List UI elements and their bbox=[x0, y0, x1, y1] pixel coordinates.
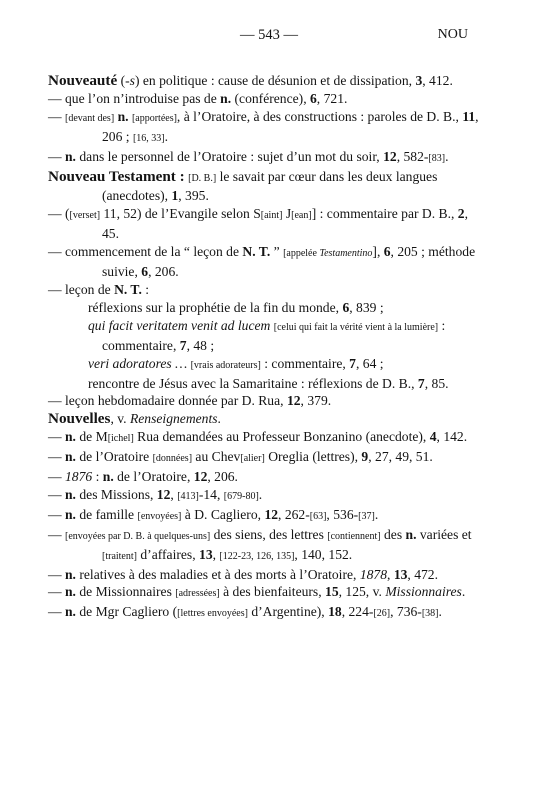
entry-text: rencontre de Jésus avec la Samaritaine : réflexions de D. B., bbox=[88, 375, 418, 391]
volume-number: 6 bbox=[383, 244, 391, 260]
entry-text: , 839 ; bbox=[349, 299, 384, 315]
editorial-insert: [traitent] bbox=[102, 550, 137, 562]
latin-quote: qui facit veritatem venit ad lucem bbox=[88, 317, 271, 333]
entry-text: . bbox=[217, 411, 221, 427]
index-content bbox=[48, 72, 480, 623]
editorial-insert: [122-23, 126, 135] bbox=[219, 550, 295, 562]
entry-text: , 262- bbox=[278, 506, 310, 522]
entry-text: — bbox=[48, 584, 65, 600]
entry-text: variées et bbox=[416, 526, 472, 542]
entry-text: . bbox=[461, 584, 466, 600]
entry-text: — leçon hebdomadaire donnée par D. Rua, bbox=[48, 393, 287, 409]
index-subentry bbox=[48, 205, 480, 243]
entry-text: , 582- bbox=[396, 148, 429, 164]
abbrev: n. bbox=[220, 90, 232, 106]
entry-text: — bbox=[48, 506, 65, 522]
volume-number: 12 bbox=[383, 148, 397, 164]
entry-text: , 45. bbox=[102, 206, 468, 242]
index-subsubentry bbox=[48, 317, 480, 355]
editorial-insert: [contiennent] bbox=[327, 530, 381, 542]
entry-text: 11, 52) de l’Evangile selon S bbox=[100, 206, 261, 222]
editorial-insert: [verset] bbox=[69, 210, 101, 222]
abbrev: n. bbox=[65, 429, 76, 445]
entry-text: , 142. bbox=[436, 429, 468, 445]
entry-text: — ( bbox=[48, 206, 70, 222]
editorial-insert: [ean] bbox=[291, 210, 312, 222]
index-entry-nouveau-testament bbox=[48, 168, 480, 206]
volume-number: 6 bbox=[310, 90, 317, 106]
entry-text: ) en politique : cause de désunion et de dissipation, bbox=[134, 73, 416, 88]
index-subentry bbox=[48, 506, 480, 526]
editorial-insert: [données] bbox=[152, 453, 193, 465]
entry-text: (conférence), bbox=[231, 90, 310, 106]
entry-text: : bbox=[92, 469, 103, 485]
abbrev: n. bbox=[65, 449, 76, 465]
index-subentry bbox=[48, 603, 480, 623]
volume-number: 12 bbox=[264, 506, 279, 522]
headword: Nouvelles bbox=[48, 410, 111, 428]
entry-text: : commentaire, bbox=[260, 355, 350, 371]
entry-text: à D. Cagliero, bbox=[181, 506, 265, 522]
editorial-insert: [adressées] bbox=[175, 588, 220, 600]
editorial-insert: [celui qui fait la vérité vient à la lumière] bbox=[273, 321, 439, 333]
entry-text: , 140, 152. bbox=[294, 546, 353, 562]
entry-text: , 205 ; méthode suivie, bbox=[102, 244, 476, 280]
abbrev: n. bbox=[117, 108, 129, 124]
entry-text: , 206. bbox=[148, 264, 179, 280]
volume-number: 12 bbox=[156, 486, 171, 502]
entry-text: — bbox=[48, 566, 65, 582]
volume-number: 9 bbox=[361, 449, 369, 465]
entry-text: , v. bbox=[110, 411, 130, 427]
index-subentry bbox=[48, 468, 480, 486]
entry-text: de l’Oratoire, bbox=[113, 469, 194, 485]
entry-text: — bbox=[48, 486, 65, 502]
abbrev: N. T. bbox=[242, 244, 271, 260]
volume-number: 2 bbox=[457, 206, 465, 222]
entry-text: — commencement de la “ leçon de bbox=[48, 244, 243, 260]
abbrev: n. bbox=[405, 526, 417, 542]
entry-text: . bbox=[164, 128, 169, 144]
entry-text: de famille bbox=[75, 506, 138, 522]
entry-text: , 472. bbox=[407, 566, 438, 582]
editorial-insert-italic: Testamentino bbox=[319, 248, 373, 260]
entry-text: — leçon de bbox=[48, 281, 115, 297]
index-subsubentry bbox=[48, 299, 480, 317]
entry-text: , 224- bbox=[341, 604, 374, 620]
entry-text: : commentaire, bbox=[102, 317, 446, 353]
abbrev: n. bbox=[65, 604, 76, 620]
entry-text: Oreglia (lettres), bbox=[264, 449, 362, 465]
year: 1878 bbox=[359, 566, 388, 582]
entry-text: — que l’on n’introduise pas de bbox=[48, 90, 221, 106]
volume-number: 1 bbox=[171, 188, 179, 204]
running-head: NOU bbox=[437, 27, 468, 42]
entry-text: — bbox=[48, 148, 65, 164]
entry-text: , bbox=[170, 486, 178, 502]
entry-text: , 536- bbox=[326, 506, 359, 522]
editorial-insert: [83] bbox=[428, 152, 446, 164]
editorial-insert: [413] bbox=[177, 490, 199, 502]
latin-quote: veri adoratores … bbox=[88, 355, 188, 371]
entry-text: à des bienfaiteurs, bbox=[219, 584, 326, 600]
entry-text: — bbox=[48, 526, 65, 542]
page-header bbox=[0, 27, 538, 47]
entry-text: , 206. bbox=[207, 469, 238, 485]
volume-number: 3 bbox=[415, 73, 423, 88]
year: 1876 bbox=[65, 469, 93, 485]
editorial-insert: [D. B.] bbox=[188, 172, 217, 184]
page-number: — 543 — bbox=[240, 27, 298, 43]
editorial-insert: [devant des] bbox=[65, 112, 115, 124]
volume-number: 7 bbox=[349, 355, 356, 371]
entry-text: de M bbox=[75, 429, 108, 445]
volume-number: 15 bbox=[325, 584, 339, 600]
volume-number: 6 bbox=[141, 264, 149, 280]
volume-number: 13 bbox=[393, 566, 408, 582]
entry-text: ” bbox=[270, 244, 284, 260]
entry-text: . bbox=[438, 604, 442, 620]
entry-text: de Missionnaires bbox=[75, 584, 176, 600]
abbrev: n. bbox=[65, 506, 76, 522]
index-subsubentry bbox=[48, 375, 480, 393]
editorial-insert: [ichel] bbox=[107, 433, 134, 445]
index-subentry bbox=[48, 392, 480, 410]
entry-text: — bbox=[48, 108, 65, 124]
editorial-insert: [37] bbox=[358, 510, 375, 522]
entry-text: , 395. bbox=[178, 188, 209, 204]
entry-text: , 736- bbox=[390, 604, 422, 620]
editorial-insert: [lettres envoyées] bbox=[177, 608, 248, 620]
index-entry-nouvelles bbox=[48, 410, 480, 428]
volume-number: 6 bbox=[342, 299, 350, 315]
index-subsubentry bbox=[48, 355, 480, 375]
headword: Nouveau Testament : bbox=[48, 167, 185, 185]
editorial-insert: [aint] bbox=[260, 210, 283, 222]
entry-text: Rua demandées au Professeur Bonzanino (anecdote), bbox=[133, 429, 430, 445]
entry-text: . bbox=[258, 486, 263, 502]
abbrev: n. bbox=[102, 469, 114, 485]
abbrev: n. bbox=[65, 566, 76, 582]
abbrev: n. bbox=[65, 148, 76, 164]
entry-text: , 48 ; bbox=[186, 337, 215, 353]
editorial-insert: [alier] bbox=[240, 453, 265, 465]
volume-number: 7 bbox=[417, 375, 425, 391]
volume-number: 18 bbox=[328, 604, 342, 620]
entry-text: d’affaires, bbox=[136, 546, 200, 562]
index-subentry bbox=[48, 108, 480, 148]
entry-text: ] bbox=[372, 244, 377, 260]
entry-text: — bbox=[48, 469, 65, 485]
index-subentry bbox=[48, 243, 480, 281]
editorial-insert: [appelée bbox=[283, 248, 320, 260]
editorial-insert: [envoyées par D. B. à quelques-uns] bbox=[65, 530, 211, 542]
entry-text: relatives à des maladies et à des morts à l’Oratoire, bbox=[75, 566, 360, 582]
entry-text: J bbox=[282, 206, 292, 222]
entry-text: — bbox=[48, 429, 65, 445]
entry-text: — bbox=[48, 604, 65, 620]
index-subentry bbox=[48, 428, 480, 448]
entry-text: , 85. bbox=[424, 375, 449, 391]
abbrev: n. bbox=[65, 584, 76, 600]
entry-text: , 125, v. bbox=[338, 584, 386, 600]
volume-number: 12 bbox=[193, 469, 208, 485]
index-subentry bbox=[48, 566, 480, 584]
volume-number: 4 bbox=[429, 429, 437, 445]
index-subentry bbox=[48, 583, 480, 603]
editorial-insert: [38] bbox=[421, 608, 439, 620]
entry-text: , bbox=[212, 546, 220, 562]
entry-text: au Chev bbox=[192, 449, 241, 465]
entry-text: ( bbox=[117, 73, 126, 88]
entry-text: le savait par cœur dans les deux langues (anecdotes), bbox=[102, 168, 438, 204]
entry-text: de Mgr Cagliero ( bbox=[75, 604, 178, 620]
entry-text: , bbox=[387, 566, 394, 582]
entry-text: des Missions, bbox=[75, 486, 157, 502]
entry-text: des bbox=[380, 526, 406, 542]
entry-text: de l’Oratoire bbox=[75, 449, 153, 465]
cross-reference: Renseignements bbox=[129, 411, 218, 427]
cross-reference: Missionnaires bbox=[385, 584, 462, 600]
entry-text: -14, bbox=[198, 486, 224, 502]
volume-number: 12 bbox=[286, 393, 301, 409]
entry-text: réflexions sur la prophétie de la fin du monde, bbox=[88, 299, 343, 315]
entry-text: , à l’Oratoire, à des constructions : paroles de D. B., bbox=[176, 108, 463, 124]
index-subentry bbox=[48, 448, 480, 468]
entry-text: , bbox=[376, 244, 384, 260]
editorial-insert: [679-80] bbox=[223, 490, 259, 502]
abbrev: n. bbox=[65, 486, 76, 502]
entry-text: . bbox=[445, 148, 449, 164]
editorial-insert: [16, 33] bbox=[132, 132, 165, 144]
index-subentry bbox=[48, 526, 480, 566]
index-entry-nouveaute bbox=[48, 72, 480, 90]
entry-text: dans le personnel de l’Oratoire : sujet d’un mot du soir, bbox=[75, 148, 384, 164]
volume-number: 7 bbox=[179, 337, 187, 353]
index-subentry bbox=[48, 148, 480, 168]
volume-number: 13 bbox=[199, 546, 213, 562]
editorial-insert: [26] bbox=[373, 608, 391, 620]
entry-text: , 412. bbox=[422, 73, 453, 88]
entry-text: . bbox=[374, 506, 379, 522]
editorial-insert: [63] bbox=[309, 510, 327, 522]
index-subentry bbox=[48, 486, 480, 506]
index-subentry bbox=[48, 90, 480, 108]
entry-text: , 721. bbox=[316, 90, 348, 106]
entry-text: des siens, des lettres bbox=[210, 526, 328, 542]
entry-text: , 64 ; bbox=[355, 355, 384, 371]
entry-italic: -s bbox=[125, 73, 135, 88]
entry-text: , 379. bbox=[300, 393, 332, 409]
abbrev: N. T. bbox=[114, 281, 142, 297]
index-subentry bbox=[48, 281, 480, 299]
editorial-insert: [vrais adorateurs] bbox=[190, 359, 261, 371]
entry-text: ] : commentaire par D. B., bbox=[311, 206, 458, 222]
entry-text: : bbox=[141, 281, 150, 297]
entry-text: , 27, 49, 51. bbox=[368, 449, 433, 465]
entry-text: , 206 ; bbox=[102, 108, 479, 144]
entry-text: d’Argentine), bbox=[247, 604, 329, 620]
editorial-insert: [apportées] bbox=[131, 112, 177, 124]
editorial-insert: [envoyées] bbox=[137, 510, 182, 522]
volume-number: 11 bbox=[462, 108, 476, 124]
headword: Nouveauté bbox=[48, 72, 118, 89]
entry-text: — bbox=[48, 449, 65, 465]
